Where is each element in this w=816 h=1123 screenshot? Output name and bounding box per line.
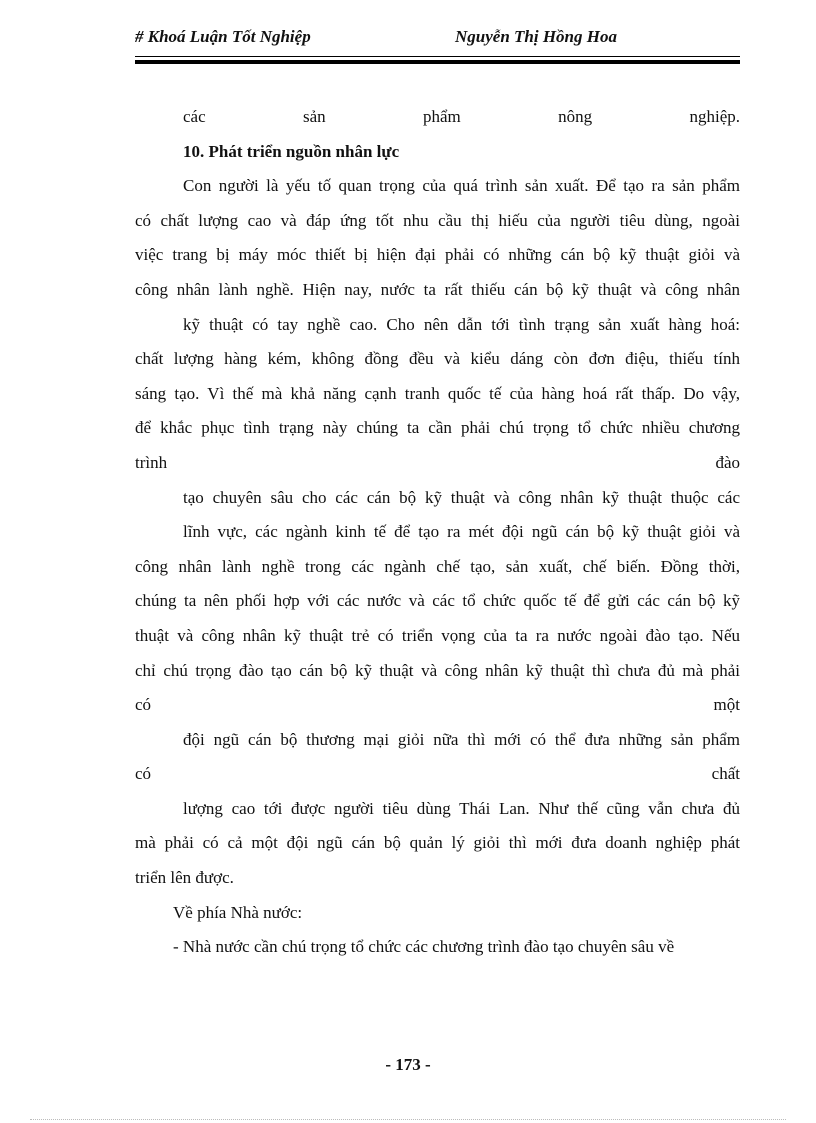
text-line: chất lượng hàng kém, không đồng đều và kiểu dáng còn đơn điệu, thiếu tính xyxy=(135,349,740,369)
text-line: triển lên được. xyxy=(135,868,234,888)
text-line: công nhân lành nghề trong các ngành chế tạo, sản xuất, chế biến. Đồng thời, xyxy=(135,556,740,576)
text-line: Về phía Nhà nước: xyxy=(173,902,303,922)
text-line: công nhân lành nghề. Hiện nay, nước ta rất thiếu cán bộ kỹ thuật và công nhân xyxy=(135,279,740,299)
text-line: sáng tạo. Vì thế mà khả năng cạnh tranh quốc tế của hàng hoá rất thấp. Do vậy, xyxy=(135,383,740,403)
text-line: kỹ thuật có tay nghề cao. Cho nên dẫn tới tình trạng sản xuất hàng hoá: xyxy=(183,314,740,334)
page-bottom-border xyxy=(30,1119,786,1120)
text-line: chỉ chú trọng đào tạo cán bộ kỹ thuật và công nhân kỹ thuật thì chưa đủ mà phải xyxy=(135,660,740,680)
text-line: việc trang bị máy móc thiết bị hiện đại phải có những cán bộ kỹ thuật giỏi và xyxy=(135,245,740,265)
list-item: - Nhà nước cần chú trọng tổ chức các chương trình đào tạo chuyên sâu về xyxy=(173,937,675,957)
text-line: để khắc phục tình trạng này chúng ta cần phải chú trọng tổ chức nhiều chương xyxy=(135,418,740,438)
text-line: lượng cao tới được người tiêu dùng Thái Lan. Như thế cũng vẫn chưa đủ xyxy=(183,798,740,818)
text-line: tạo chuyên sâu cho các cán bộ kỹ thuật và công nhân kỹ thuật thuộc các xyxy=(183,487,740,507)
text-line: có chất xyxy=(135,764,740,784)
text-line: chúng ta nên phối hợp với các nước và các tổ chức quốc tế để gửi các cán bộ kỹ xyxy=(135,591,740,611)
text-line: thuật và công nhân kỹ thuật trẻ có triển vọng của ta ra nước ngoài đào tạo. Nếu xyxy=(135,625,740,645)
text-line: trình đào xyxy=(135,452,740,472)
header-rule-thin xyxy=(135,56,740,57)
text-line: các sản phẩm nông nghiệp. xyxy=(183,107,740,126)
text-line: lĩnh vực, các ngành kinh tế để tạo ra mét đội ngũ cán bộ kỹ thuật giỏi và xyxy=(183,522,740,542)
text-line: đội ngũ cán bộ thương mại giỏi nữa thì mới có thể đưa những sản phẩm xyxy=(183,729,740,749)
text-line: có chất lượng cao và đáp ứng tốt nhu cầu thị hiếu của người tiêu dùng, ngoài xyxy=(135,210,740,230)
text-line: mà phải có cả một đội ngũ cán bộ quản lý giỏi thì mới đưa doanh nghiệp phát xyxy=(135,833,740,853)
section-heading: 10. Phát triển nguồn nhân lực xyxy=(183,141,400,161)
header-rule-thick xyxy=(135,60,740,64)
text-line: Con người là yếu tố quan trọng của quá trình sản xuất. Để tạo ra sản phẩm xyxy=(183,176,740,196)
document-body xyxy=(135,100,740,965)
header-thesis-title: # Khoá Luận Tốt Nghiệp xyxy=(135,27,311,46)
page-header xyxy=(135,27,740,53)
page-number: - 173 - xyxy=(385,1055,431,1074)
text-line: có một xyxy=(135,695,740,715)
header-author-name: Nguyễn Thị Hồng Hoa xyxy=(455,27,617,46)
